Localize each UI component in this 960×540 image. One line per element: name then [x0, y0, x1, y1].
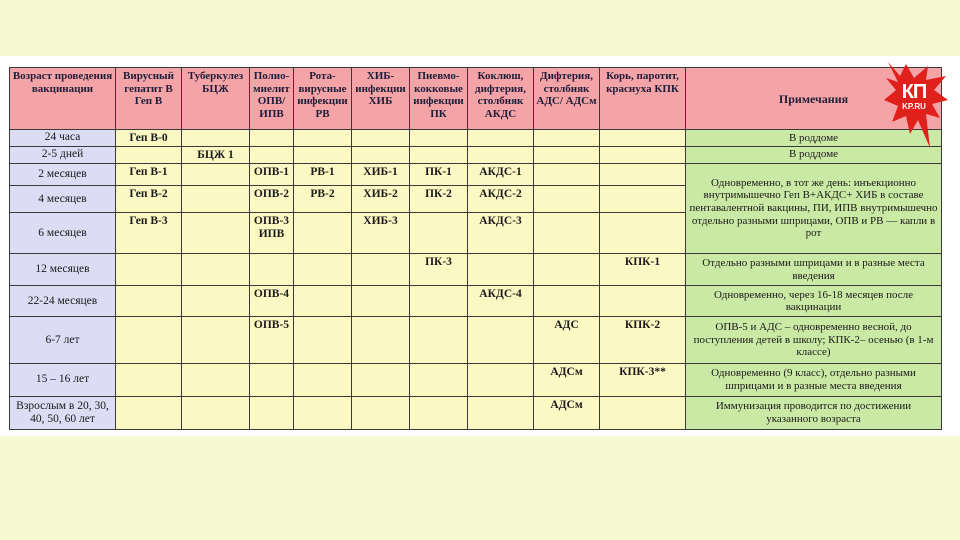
header-age: Возраст проведения вакцинации — [10, 68, 116, 130]
rota-cell: РВ-1 — [294, 163, 352, 186]
table-row — [10, 130, 942, 147]
hib-cell — [352, 286, 410, 317]
polio-cell: ОПВ-4 — [250, 286, 294, 317]
note-cell: Одновременно, в тот же день: инъекционно внутримышечно Геп В+АКДС+ ХИБ в составе пентавалентной вакцины, ПИ, ИПВ внутримышечно отдельно разными шприцами, ОПВ и РВ — капли в рот — [686, 163, 942, 254]
measles-cell: КПК-2 — [600, 317, 686, 363]
polio-cell: ОПВ-1 — [250, 163, 294, 186]
diphtheria-cell — [534, 146, 600, 163]
polio-cell — [250, 254, 294, 286]
pertussis-cell: АКДС-2 — [468, 186, 534, 213]
hepb-cell — [116, 254, 182, 286]
hepb-cell — [116, 317, 182, 363]
pertussis-cell: АКДС-1 — [468, 163, 534, 186]
diphtheria-cell — [534, 286, 600, 317]
table-row — [10, 286, 942, 317]
pneumo-cell — [410, 213, 468, 254]
polio-cell — [250, 130, 294, 147]
rota-cell: РВ-2 — [294, 186, 352, 213]
pneumo-cell: ПК-3 — [410, 254, 468, 286]
tb-cell — [182, 163, 250, 186]
pertussis-cell — [468, 317, 534, 363]
note-cell: В роддоме — [686, 130, 942, 147]
hepb-cell — [116, 146, 182, 163]
measles-cell — [600, 130, 686, 147]
hib-cell — [352, 146, 410, 163]
tb-cell — [182, 363, 250, 396]
tb-cell — [182, 317, 250, 363]
hepb-cell — [116, 363, 182, 396]
tb-cell — [182, 396, 250, 429]
note-cell: В роддоме — [686, 146, 942, 163]
measles-cell — [600, 146, 686, 163]
pneumo-cell — [410, 396, 468, 429]
table-row — [10, 317, 942, 363]
diphtheria-cell — [534, 254, 600, 286]
header-pertussis: Коклюш, дифтерия, столбняк АКДС — [468, 68, 534, 130]
note-cell: Отдельно разными шприцами и в разные места введения — [686, 254, 942, 286]
measles-cell — [600, 186, 686, 213]
header-rota: Рота-вирусные инфекции РВ — [294, 68, 352, 130]
note-cell: Одновременно, через 16-18 месяцев после вакцинации — [686, 286, 942, 317]
pneumo-cell: ПК-1 — [410, 163, 468, 186]
tb-cell — [182, 130, 250, 147]
pneumo-cell — [410, 363, 468, 396]
age-cell: 12 месяцев — [10, 254, 116, 286]
pneumo-cell — [410, 286, 468, 317]
age-cell: 15 – 16 лет — [10, 363, 116, 396]
measles-cell: КПК-1 — [600, 254, 686, 286]
tb-cell — [182, 213, 250, 254]
pertussis-cell — [468, 363, 534, 396]
measles-cell — [600, 286, 686, 317]
measles-cell: КПК-3** — [600, 363, 686, 396]
rota-cell — [294, 254, 352, 286]
hepb-cell: Геп В-1 — [116, 163, 182, 186]
table-row — [10, 363, 942, 396]
header-measles: Корь, паротит, краснуха КПК — [600, 68, 686, 130]
pertussis-cell: АКДС-4 — [468, 286, 534, 317]
measles-cell — [600, 396, 686, 429]
polio-cell — [250, 396, 294, 429]
table-row — [10, 163, 942, 186]
table-row — [10, 396, 942, 429]
diphtheria-cell — [534, 186, 600, 213]
hib-cell — [352, 396, 410, 429]
note-cell: ОПВ-5 и АДС – одновременно весной, до поступления детей в школу; КПК-2– осенью (в 1-м классе) — [686, 317, 942, 363]
diphtheria-cell: АДС — [534, 317, 600, 363]
age-cell: 6 месяцев — [10, 213, 116, 254]
age-cell: 6-7 лет — [10, 317, 116, 363]
pertussis-cell — [468, 396, 534, 429]
pertussis-cell — [468, 146, 534, 163]
pertussis-cell — [468, 130, 534, 147]
header-diphtheria: Дифтерия, столбняк АДС/ АДСм — [534, 68, 600, 130]
pneumo-cell — [410, 317, 468, 363]
measles-cell — [600, 213, 686, 254]
header-polio: Полио-миелит ОПВ/ ИПВ — [250, 68, 294, 130]
header-hepb: Вирусный гепатит В Геп В — [116, 68, 182, 130]
tb-cell — [182, 286, 250, 317]
pneumo-cell: ПК-2 — [410, 186, 468, 213]
header-notes: Примечания — [686, 68, 942, 130]
table-row — [10, 146, 942, 163]
rota-cell — [294, 146, 352, 163]
age-cell: 4 месяцев — [10, 186, 116, 213]
diphtheria-cell — [534, 130, 600, 147]
hepb-cell — [116, 286, 182, 317]
table-row — [10, 254, 942, 286]
hepb-cell: Геп В-3 — [116, 213, 182, 254]
hib-cell: ХИБ-1 — [352, 163, 410, 186]
hib-cell — [352, 317, 410, 363]
hepb-cell — [116, 396, 182, 429]
hib-cell — [352, 254, 410, 286]
hib-cell: ХИБ-2 — [352, 186, 410, 213]
note-cell: Одновременно (9 класс), отдельно разными шприцами и в разные места введения — [686, 363, 942, 396]
note-cell: Иммунизация проводится по достижении указанного возраста — [686, 396, 942, 429]
age-cell: 2-5 дней — [10, 146, 116, 163]
kp-logo-letters: КП — [901, 81, 927, 103]
hib-cell — [352, 363, 410, 396]
pertussis-cell — [468, 254, 534, 286]
tb-cell — [182, 186, 250, 213]
rota-cell — [294, 213, 352, 254]
hib-cell: ХИБ-3 — [352, 213, 410, 254]
diphtheria-cell: АДСм — [534, 363, 600, 396]
header-tb: Туберкулез БЦЖ — [182, 68, 250, 130]
tb-cell: БЦЖ 1 — [182, 146, 250, 163]
hepb-cell: Геп В-2 — [116, 186, 182, 213]
vaccination-schedule-table — [9, 67, 942, 430]
pneumo-cell — [410, 130, 468, 147]
rota-cell — [294, 317, 352, 363]
header-pneumo: Пневмо-кокковые инфекции ПК — [410, 68, 468, 130]
polio-cell — [250, 363, 294, 396]
diphtheria-cell — [534, 163, 600, 186]
polio-cell — [250, 146, 294, 163]
age-cell: 24 часа — [10, 130, 116, 147]
age-cell: Взрослым в 20, 30, 40, 50, 60 лет — [10, 396, 116, 429]
rota-cell — [294, 396, 352, 429]
rota-cell — [294, 130, 352, 147]
header-hib: ХИБ-инфекции ХИБ — [352, 68, 410, 130]
polio-cell: ОПВ-3 ИПВ — [250, 213, 294, 254]
polio-cell: ОПВ-2 — [250, 186, 294, 213]
age-cell: 22-24 месяцев — [10, 286, 116, 317]
measles-cell — [600, 163, 686, 186]
hepb-cell: Геп В-0 — [116, 130, 182, 147]
kp-logo-domain: KP.RU — [902, 102, 926, 111]
tb-cell — [182, 254, 250, 286]
diphtheria-cell: АДСм — [534, 396, 600, 429]
kp-logo-text — [894, 82, 934, 111]
polio-cell: ОПВ-5 — [250, 317, 294, 363]
rota-cell — [294, 363, 352, 396]
hib-cell — [352, 130, 410, 147]
age-cell: 2 месяцев — [10, 163, 116, 186]
diphtheria-cell — [534, 213, 600, 254]
pertussis-cell: АКДС-3 — [468, 213, 534, 254]
pneumo-cell — [410, 146, 468, 163]
rota-cell — [294, 286, 352, 317]
